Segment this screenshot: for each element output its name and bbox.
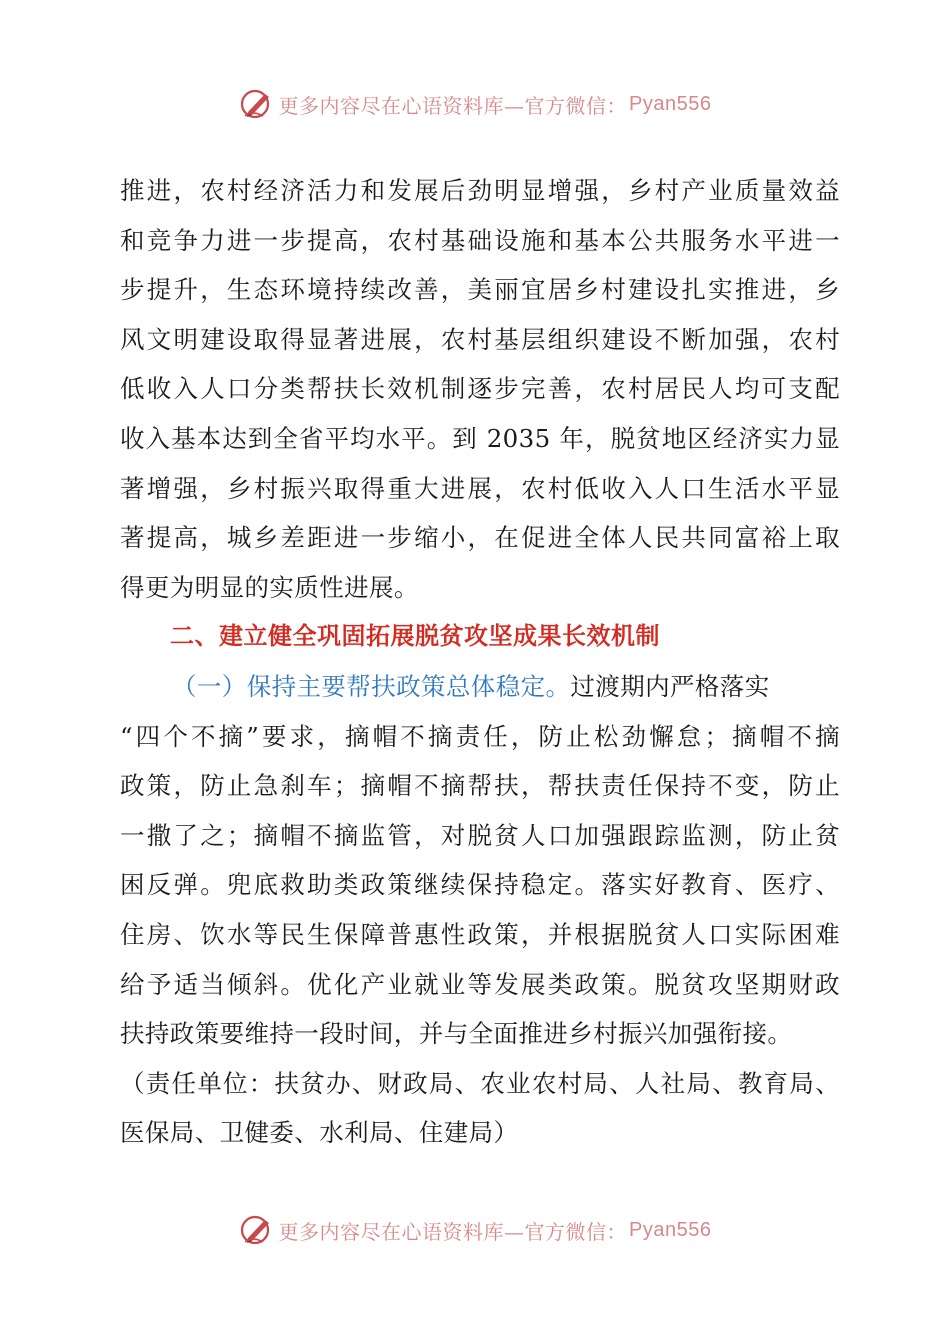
body-line: 著提高，城乡差距进一步缩小，在促进全体人民共同富裕上取	[120, 523, 840, 553]
section-heading: 二、建立健全巩固拓展脱贫攻坚成果长效机制	[170, 622, 660, 651]
pen-logo-icon	[239, 1212, 275, 1248]
body-line: 政策，防止急刹车；摘帽不摘帮扶，帮扶责任保持不变，防止	[120, 771, 840, 801]
body-line: 困反弹。兜底救助类政策继续保持稳定。落实好教育、医疗、	[120, 870, 840, 900]
body-line: 给予适当倾斜。优化产业就业等发展类政策。脱贫攻坚期财政	[120, 969, 840, 999]
pen-logo-icon	[239, 86, 275, 122]
header-banner	[0, 84, 950, 124]
banner-wechat-id: Pyan556	[629, 92, 712, 115]
body-line: （责任单位：扶贫办、财政局、农业农村局、人社局、教育局、	[120, 1068, 840, 1098]
subsection-first-line-text: 过渡期内严格落实	[570, 671, 770, 701]
body-line: 风文明建设取得显著进展，农村基层组织建设不断加强，农村	[120, 324, 840, 354]
banner-text: 更多内容尽在心语资料库—官方微信：	[278, 1219, 628, 1244]
body-line: 得更为明显的实质性进展。	[120, 572, 419, 602]
body-line: “四个不摘”要求，摘帽不摘责任，防止松劲懈怠；摘帽不摘	[120, 721, 840, 751]
body-line: 低收入人口分类帮扶长效机制逐步完善，农村居民人均可支配	[120, 374, 840, 404]
body-line: 扶持政策要维持一段时间，并与全面推进乡村振兴加强衔接。	[120, 1019, 793, 1049]
banner-text: 更多内容尽在心语资料库—官方微信：	[278, 93, 628, 118]
body-line: 步提升，生态环境持续改善，美丽宜居乡村建设扎实推进，乡	[120, 275, 840, 305]
body-line: 著增强，乡村振兴取得重大进展，农村低收入人口生活水平显	[120, 473, 840, 503]
body-line: 收入基本达到全省平均水平。到 2035 年，脱贫地区经济实力显	[120, 423, 840, 453]
body-line: 和竞争力进一步提高，农村基础设施和基本公共服务水平进一	[120, 225, 840, 255]
document-body	[120, 166, 840, 1158]
banner-wechat-id: Pyan556	[629, 1218, 712, 1241]
subsection-title: （一）保持主要帮扶政策总体稳定。	[172, 671, 571, 701]
subsection-first-line	[120, 662, 840, 712]
body-line: 一撒了之；摘帽不摘监管，对脱贫人口加强跟踪监测，防止贫	[120, 820, 840, 850]
body-line: 推进，农村经济活力和发展后劲明显增强，乡村产业质量效益	[120, 176, 840, 205]
body-line: 住房、饮水等民生保障普惠性政策，并根据脱贫人口实际困难	[120, 919, 840, 949]
body-line: 医保局、卫健委、水利局、住建局）	[120, 1118, 519, 1148]
footer-banner	[0, 1210, 950, 1250]
